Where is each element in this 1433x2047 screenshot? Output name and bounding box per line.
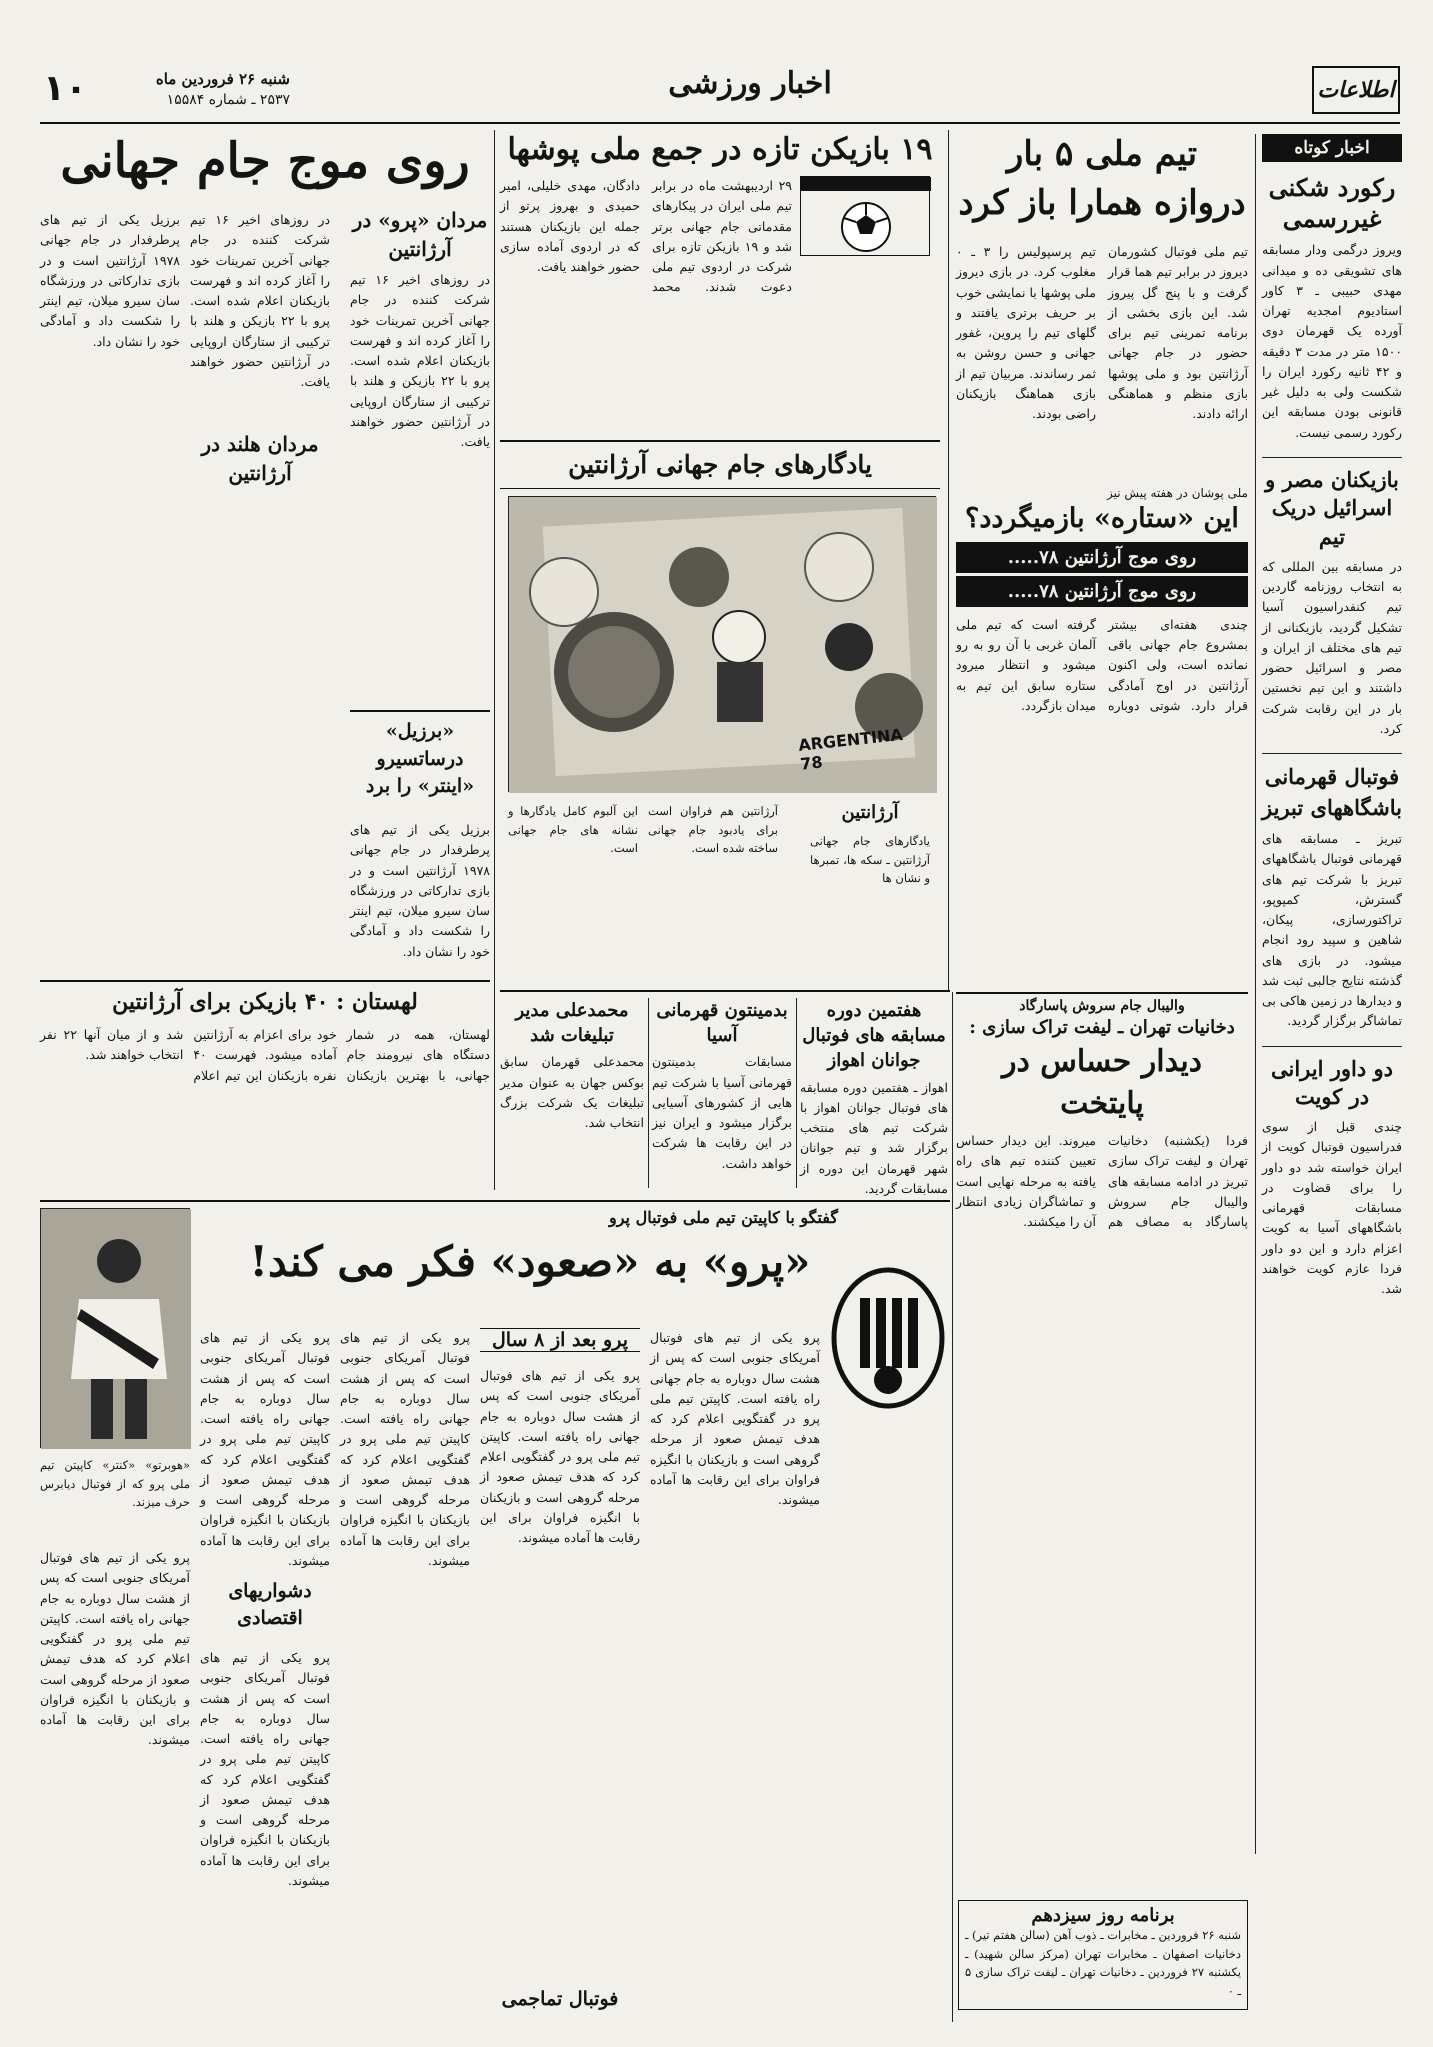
football-icon [800, 176, 930, 256]
badminton-headline: بدمینتون قهرمانی آسیا [656, 1000, 788, 1047]
holland-men-subhead: مردان هلند در آرژانتین [201, 432, 319, 485]
volleyball-headline: دخانیات تهران ـ لیفت تراک سازی : [969, 1017, 1235, 1038]
sidebar-text-1: ویروز درگمی ودار مسابقه های تشویقی ده و میدانی مهدی حبیبی ـ ۳ کاور استادیوم امجدیه تهران آورده یک قهرمان دوی ۱۵۰۰ متر در مدت ۳ دقیقه و ۴۲ ثانیه رکورد ایران را شکست ولی به دلیل غیر قانونی بودن مسابقه این رکورد رسمی نیست. [1262, 242, 1402, 440]
story-team-melli [956, 130, 1248, 500]
ahwaz-headline: هفتمین دوره مسابقه های فوتبال جوانان اهواز [802, 1000, 946, 1072]
story-volleyball [956, 992, 1248, 1592]
story-peru [40, 1208, 948, 2028]
peru-men-subhead: مردان «پرو» در آرژانتین [352, 208, 488, 261]
brazil-inter-body: برزیل یکی از تیم های پرطرفدار در جام جهانی ۱۹۷۸ آرژانتین است و در بازی تدارکاتی در ورزشگاه سان سیرو میلان، تیم اینتر را شکست داد و آمادگی خود را نشان داد. [350, 822, 490, 959]
section-title: اخبار ورزشی [668, 66, 832, 101]
program-text: شنبه ۲۶ فروردین ـ مخابرات ـ ذوب آهن (سالن هفتم تیر) ـ دخانیات اصفهان ـ مخابرات تهران (مرکز سالن شهید) ـ یکشنبه ۲۷ فروردین ـ دخانیات تهران ـ لیفت تراک سازی ۵ ـ ۰ [964, 1928, 1241, 1998]
masthead-rule [40, 122, 1400, 124]
col-divider-c [494, 130, 495, 1190]
peru-body-col-5: پرو یکی از تیم های فوتبال آمریکای جنوبی است که پس از هشت سال دوباره به جام جهانی راه یافته است. کاپیتن تیم ملی پرو در گفتگویی اعلام کرد که هدف تیمش صعود از مرحله گروهی است و بازیکنان با انگیزه فراوان برای این رقابت ها آماده میشوند. [40, 1550, 190, 1748]
story-lehestan [40, 980, 490, 1190]
story-19-players [500, 130, 940, 440]
issue-number: ۲۵۳۷ ـ شماره ۱۵۵۸۴ [166, 92, 290, 108]
argentina-wave-body-1: در روزهای اخیر ۱۶ تیم شرکت کننده در جام جهانی آخرین تمرینات خود را آغاز کرده اند و فهرست بازیکنان اعلام شده است. پرو با ۲۲ بازیکن و هلند با ترکیبی از ستارگان اروپایی در آرژانتین حضور خواهند یافت. [350, 272, 491, 449]
sidebar-text-4: چندی قبل از سوی فدراسیون فوتبال کویت از ایران خواسته شد دو داور را برای قضاوت در مسابقات قهرمانی باشگاههای آسیا به کویت اعزام دارد و این دو داور فردا عازم کویت خواهند شد. [1262, 1119, 1402, 1297]
soccer-ball-graphic [801, 177, 931, 257]
logo-text: اطلاعات [1317, 77, 1395, 103]
brazil-inter-subhead: «برزیل» درساتسیرو «اینتر» را برد [350, 710, 490, 801]
peru-body-col-1: پرو یکی از تیم های فوتبال آمریکای جنوبی است که پس از هشت سال دوباره به جام جهانی راه یافته است. کاپیتن تیم ملی پرو در گفتگویی اعلام کرد که هدف تیمش صعود از مرحله گروهی است و بازیکنان با انگیزه فراوان برای این رقابت ها آماده میشوند. [650, 1330, 820, 1507]
memento-body-2: این آلبوم کامل یادگارها و نشانه های جام جهانی است. [508, 804, 638, 856]
memento-photo-text: ARGENTINA 78 [797, 724, 904, 774]
col-divider-b [948, 500, 949, 990]
sidebar-header: اخبار کوتاه [1262, 134, 1402, 162]
program-title: برنامه روز سیزدهم [1031, 1905, 1175, 1926]
sidebar-headline-4: دو داور ایرانی در کویت [1262, 1046, 1402, 1112]
issue-date: شنبه ۲۶ فروردین ماه [155, 70, 290, 88]
memento-body-1: آرژانتین هم فراوان است برای یادبود جام جهانی ساخته شده است. [648, 804, 778, 856]
col-divider-a [948, 130, 949, 500]
badminton-body: مسابقات بدمینتون قهرمانی آسیا با شرکت تیم هایی از کشورهای آسیایی برگزار میشود و ایران نیز در این رقابت ها شرکت خواهد داشت. [652, 1054, 792, 1171]
peru-body-col-3: پرو یکی از تیم های فوتبال آمریکای جنوبی است که پس از هشت سال دوباره به جام جهانی راه یافته است. کاپیتن تیم ملی پرو در گفتگویی اعلام کرد که هدف تیمش صعود از مرحله گروهی است و بازیکنان با انگیزه فراوان برای این رقابت ها آماده میشوند. [340, 1330, 470, 1568]
sidebar-divider [1255, 134, 1256, 1854]
sidebar-short-news [1262, 134, 1402, 1834]
nineteen-players-body: ۲۹ اردیبهشت ماه در برابر تیم ملی ایران در پیکارهای مقدماتی جام جهانی برتر شد و ۱۹ بازیکن تازه برای شرکت در اردوی تیم ملی دعوت شدند. محمد دادگان، مهدی خلیلی، امیر حمیدی و بهروز پرتو از جمله این بازیکنان هستند که در اردوی آماده سازی حضور خواهند یافت. [500, 178, 792, 295]
story-badminton [652, 998, 792, 1188]
col-divider-f [952, 992, 953, 2022]
page-number: ۱۰ [43, 68, 87, 109]
lehestan-body: لهستان، همه در شمار دستگاه های نیرومند جام جهانی، با بهترین بازیکنان خود برای اعزام به آرژانتین آماده میشود. فهرست ۴۰ نفره بازیکنان این تیم اعلام شد و از میان آنها ۲۲ نفر انتخاب خواهند شد. [40, 1027, 490, 1083]
memento-caption: یادگارهای جام جهانی آرژانتین ـ سکه ها، تمبرها و نشان ها [810, 834, 930, 886]
team-melli-body-right: تیم ملی فوتبال کشورمان دیروز در برابر تیم هما قرار گرفت و با پنج گل پیروز شد. این بازی بخشی از برنامه تمرینی تیم برای حضور در جام جهانی آرژانتین بود و ملی پوشها بازی منظم و هماهنگی ارائه دادند. [1108, 244, 1248, 421]
team-melli-body-left: تیم پرسپولیس را ۳ ـ ۰ مغلوب کرد. در بازی دیروز ملی پوشها با نمایشی خوب بر حریف برتری یافتند و گلهای تیم را پروین، غفور جهانی و حسن روشن به ثمر رساندند. مربیان تیم از بازی هماهنگ بازیکنان راضی بودند. [956, 244, 1096, 421]
memento-caption-title: آرژانتین [841, 802, 899, 823]
peru-kicker: گفتگو با کاپیتن تیم ملی فوتبال پرو [608, 1208, 838, 1227]
star-returns-body: چندی هفته‌ای بیشتر بمشروع جام جهانی باقی نمانده است، ولی اکنون آرژانتین در اوج آمادگی قرار دارد. شوتی دوباره گرفته است که تیم ملی آلمان غربی با آن رو به رو میشود و انتظار میرود ستاره سابق این تیم به میدان بازگردد. [956, 616, 1248, 713]
row-rule-1 [500, 990, 950, 992]
story-memento [500, 440, 940, 980]
modir-headline: محمدعلی مدیر تبلیغات شد [515, 1000, 629, 1047]
peru-body-col-6: پرو یکی از تیم های فوتبال آمریکای جنوبی است که پس از هشت سال دوباره به جام جهانی راه یافته است. کاپیتن تیم ملی پرو در گفتگویی اعلام کرد که هدف تیمش صعود از مرحله گروهی است و بازیکنان با انگیزه فراوان برای این رقابت ها آماده میشوند. [200, 1650, 330, 1888]
nineteen-players-headline: ۱۹ بازیکن تازه در جمع ملی پوشها [507, 132, 933, 167]
argentina-wave-headline: روی موج جام جهانی [60, 133, 470, 189]
lehestan-headline: لهستان : ۴۰ بازیکن برای آرژانتین [40, 980, 490, 1019]
peru-captain-photo-svg [41, 1209, 191, 1449]
argentina-wave-body-3: برزیل یکی از تیم های پرطرفدار در جام جهانی ۱۹۷۸ آرژانتین است و در بازی تدارکاتی در ورزشگاه سان سیرو میلان، تیم اینتر را شکست داد و آمادگی خود را نشان داد. [40, 212, 180, 349]
story-ahwaz [800, 998, 948, 1196]
team-melli-caption: ملی پوشان در هفته پیش نیز [1107, 486, 1248, 500]
worldcup-emblem [830, 1268, 946, 1418]
peru-headline: «پرو» به «صعود» فکر می کند! [249, 1237, 811, 1286]
story-argentina-wave [40, 130, 490, 980]
peru-captain-photo [40, 1208, 190, 1448]
sidebar-text-3: تبریز ـ مسابقه های قهرمانی فوتبال باشگاههای تبریز با شرکت تیم های گسترش، کمپوپو، تراکتورسازی، پیکان، شاهین و سپید رود انجام میشود. در بازی های گذشته نتایج جالبی ثبت شد و دیدارها در زمین هاکی بی تماشاگر برگزار گردید. [1262, 831, 1402, 1029]
team-melli-headline: تیم ملی ۵ بار دروازه همارا باز کرد [958, 134, 1246, 224]
modir-body: محمدعلی قهرمان سابق بوکس جهان به عنوان مدیر تبلیغات یک شرکت بزرگ انتخاب شد. [500, 1054, 644, 1131]
peru-body-col-2: پرو یکی از تیم های فوتبال آمریکای جنوبی است که پس از هشت سال دوباره به جام جهانی راه یافته است. کاپیتن تیم ملی پرو در گفتگویی اعلام کرد که هدف تیمش صعود از مرحله گروهی است و بازیکنان با انگیزه فراوان برای این رقابت ها آماده میشوند. [480, 1368, 640, 1545]
sidebar-headline-3: فوتبال قهرمانی باشگاههای تبریز [1262, 753, 1402, 823]
col-divider-d [796, 998, 797, 1188]
story-star-returns [956, 500, 1248, 990]
argentina-banner-1: روی موج آرژانتین ۷۸..... [956, 542, 1248, 573]
argentina-banner-2: روی موج آرژانتین ۷۸..... [956, 576, 1248, 607]
peru-subhead-3: دشواریهای اقتصادی [228, 1580, 312, 1629]
memento-headline: یادگارهای جام جهانی آرژانتین [500, 440, 940, 489]
sidebar-text-2: در مسابقه بین المللی که به انتخاب روزنامه گاردین تیم کنفدراسیون آسیا تشکیل گردید، بازیکنانی از تیم های مختلف از ایران و مصر و اسرائیل حضور داشتند و این تیم نخستین بار در این رقابت شرکت کرد. [1262, 558, 1402, 736]
masthead [40, 66, 1400, 136]
sidebar-headline-2: بازیکنان مصر و اسرائیل دریک تیم [1262, 457, 1402, 551]
volleyball-kicker: والیبال جام سروش پاسارگاد [956, 992, 1248, 1014]
peru-body-col-4: پرو یکی از تیم های فوتبال آمریکای جنوبی است که پس از هشت سال دوباره به جام جهانی راه یافته است. کاپیتن تیم ملی پرو در گفتگویی اعلام کرد که هدف تیمش صعود از مرحله گروهی است و بازیکنان با انگیزه فراوان برای این رقابت ها آماده میشوند. [200, 1330, 330, 1568]
program-box [958, 1900, 1248, 2010]
ahwaz-body: اهواز ـ هفتمین دوره مسابقه های فوتبال جوانان اهواز با شرکت تیم های منتخب برگزار شد و تیم جوانان شهر قهرمان این دوره از مسابقات گردید. [800, 1079, 948, 1196]
star-returns-headline: این «ستاره» بازمیگردد؟ [965, 503, 1239, 534]
col-divider-e [648, 998, 649, 1188]
sidebar-headline-1: رکورد شکنی غیررسمی [1268, 173, 1396, 234]
argentina-wave-body-2: در روزهای اخیر ۱۶ تیم شرکت کننده در جام جهانی آخرین تمرینات خود را آغاز کرده اند و فهرست بازیکنان اعلام شده است. پرو با ۲۲ بازیکن و هلند با ترکیبی از ستارگان اروپایی در آرژانتین حضور خواهند یافت. [190, 212, 331, 389]
memento-photo [508, 496, 936, 792]
volleyball-body: فردا (یکشنبه) دخانیات تهران و لیفت تراک سازی تبریز در ادامه مسابقه های والیبال جام سروش پاسارگاد به مصاف هم میروند. این دیدار حساس تعیین کننده تیم های راه یافته به مرحله نهایی است و تماشاگران زیادی انتظار آن را میکشند. [956, 1133, 1248, 1229]
peru-subhead-1: پرو بعد از ۸ سال [480, 1328, 640, 1352]
worldcup-emblem-svg [830, 1268, 946, 1418]
newspaper-logo [1312, 66, 1400, 114]
story-modir [500, 998, 644, 1188]
peru-photo-caption: «هوبرتو» «کنتر» کاپیتن تیم ملی پرو که از فوتبال دیابرس حرف میزند. [40, 1458, 190, 1510]
peru-subhead-2: فوتبال تماجمی [501, 1988, 619, 2010]
row-rule-2 [40, 1200, 950, 1202]
volleyball-headline-2: دیدار حساس در پایتخت [1001, 1044, 1203, 1121]
